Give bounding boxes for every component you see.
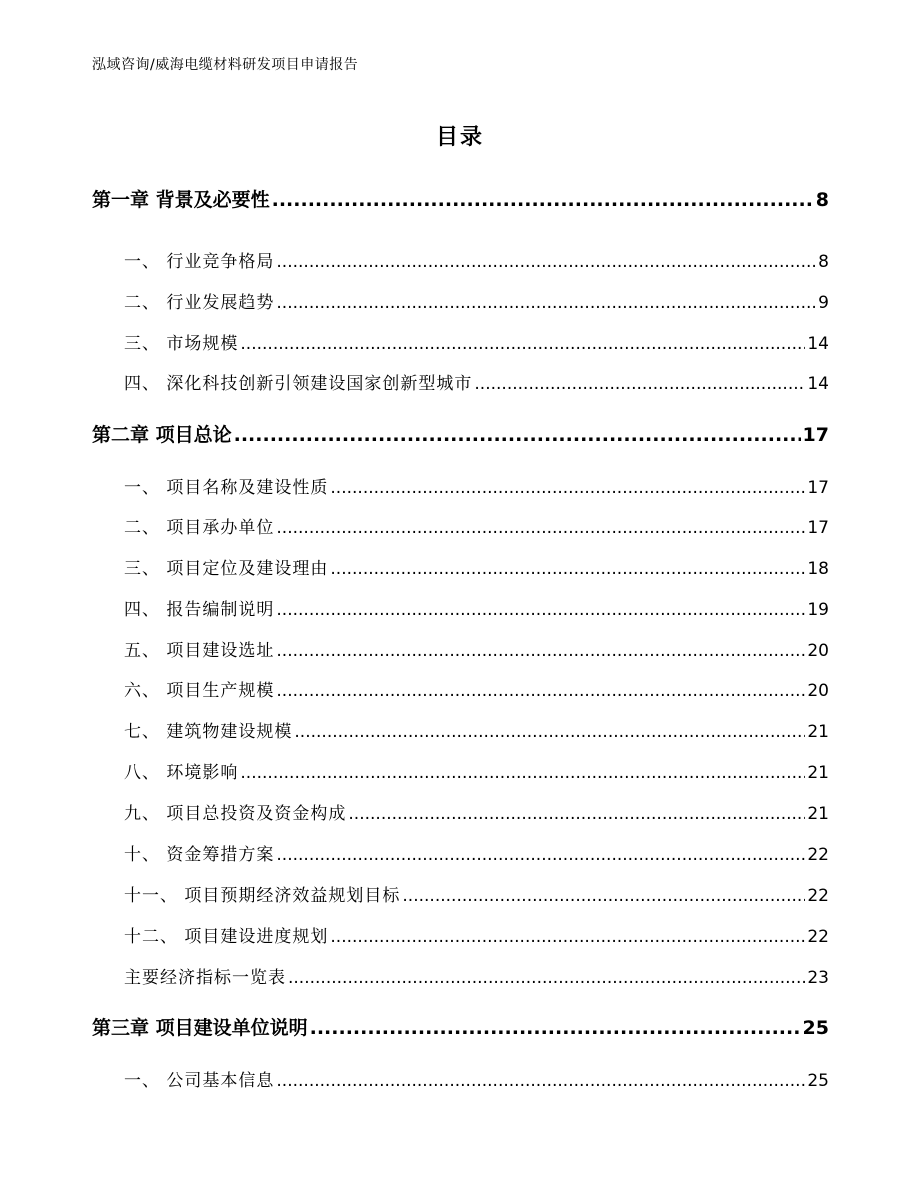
toc-section-1-4[interactable]: [124, 369, 829, 394]
toc-leader-dots: [310, 1017, 801, 1039]
toc-page-number: 17: [802, 424, 829, 446]
toc-chapter-1[interactable]: [92, 185, 829, 212]
toc-entry-label: 七、 建筑物建设规模: [124, 722, 293, 742]
toc-page-number: 21: [807, 804, 829, 824]
toc-leader-dots: [348, 804, 805, 824]
toc-section-2-9[interactable]: [124, 799, 829, 824]
toc-entry-label: 四、 报告编制说明: [124, 600, 275, 620]
toc-leader-dots: [234, 424, 801, 446]
toc-page-number: 8: [818, 252, 829, 272]
toc-page-number: 14: [807, 374, 829, 394]
toc-section-2-3[interactable]: [124, 554, 829, 579]
toc-page-number: 21: [807, 763, 829, 783]
toc-chapter-2[interactable]: [92, 420, 829, 447]
toc-leader-dots: [272, 189, 814, 211]
toc-page-number: 22: [807, 886, 829, 906]
toc-entry-label: 一、 行业竞争格局: [124, 252, 275, 272]
toc-leader-dots: [276, 1071, 805, 1091]
toc-section-2-11[interactable]: [124, 881, 829, 906]
toc-page-number: 22: [807, 927, 829, 947]
toc-page-number: 18: [807, 559, 829, 579]
toc-page-number: 8: [815, 189, 829, 211]
toc-entry-label: 一、 公司基本信息: [124, 1071, 275, 1091]
toc-page-number: 9: [818, 293, 829, 313]
toc-entry-label: 八、 环境影响: [124, 763, 239, 783]
toc-section-1-1[interactable]: [124, 247, 829, 272]
toc-leader-dots: [330, 559, 805, 579]
toc-leader-dots: [240, 334, 805, 354]
toc-entry-label: 十一、 项目预期经济效益规划目标: [124, 886, 401, 906]
toc-page-number: 25: [802, 1017, 829, 1039]
toc-entry-label: 十二、 项目建设进度规划: [124, 927, 329, 947]
toc-entry-label: 五、 项目建设选址: [124, 641, 275, 661]
toc-entry-label: 六、 项目生产规模: [124, 681, 275, 701]
toc-section-2-7[interactable]: [124, 717, 829, 742]
toc-leader-dots: [288, 968, 805, 988]
toc-leader-dots: [330, 478, 805, 498]
toc-page-number: 20: [807, 641, 829, 661]
toc-page-number: 23: [807, 968, 829, 988]
toc-section-2-4[interactable]: [124, 595, 829, 620]
toc-page-number: 22: [807, 845, 829, 865]
toc-entry-label: 九、 项目总投资及资金构成: [124, 804, 347, 824]
toc-entry-label: 一、 项目名称及建设性质: [124, 478, 329, 498]
toc-page-number: 20: [807, 681, 829, 701]
toc-section-2-1[interactable]: [124, 473, 829, 498]
toc-entry-label: 三、 项目定位及建设理由: [124, 559, 329, 579]
toc-entry-label: 二、 项目承办单位: [124, 518, 275, 538]
toc-page-number: 21: [807, 722, 829, 742]
toc-entry-label: 第一章 背景及必要性: [92, 189, 270, 211]
toc-leader-dots: [240, 763, 805, 783]
toc-entry-label: 十、 资金筹措方案: [124, 845, 275, 865]
toc-page-number: 17: [807, 478, 829, 498]
toc-section-3-1[interactable]: [124, 1066, 829, 1091]
toc-entry-label: 三、 市场规模: [124, 334, 239, 354]
toc-section-2-table[interactable]: [124, 963, 829, 988]
toc-section-2-2[interactable]: [124, 513, 829, 538]
toc-entry-label: 二、 行业发展趋势: [124, 293, 275, 313]
toc-section-2-12[interactable]: [124, 922, 829, 947]
toc-leader-dots: [276, 641, 805, 661]
toc-leader-dots: [294, 722, 805, 742]
toc-leader-dots: [276, 600, 805, 620]
toc-entry-label: 第二章 项目总论: [92, 424, 232, 446]
toc-page-number: 19: [807, 600, 829, 620]
toc-leader-dots: [330, 927, 805, 947]
toc-page-number: 25: [807, 1071, 829, 1091]
toc-section-1-3[interactable]: [124, 329, 829, 354]
toc-leader-dots: [276, 681, 805, 701]
toc-leader-dots: [276, 293, 816, 313]
toc-chapter-3[interactable]: [92, 1013, 829, 1040]
toc-section-2-5[interactable]: [124, 636, 829, 661]
toc-leader-dots: [276, 845, 805, 865]
toc-page-number: 14: [807, 334, 829, 354]
toc-entry-label: 第三章 项目建设单位说明: [92, 1017, 308, 1039]
page-header: 泓域咨询/威海电缆材料研发项目申请报告: [92, 57, 359, 73]
toc-section-2-8[interactable]: [124, 758, 829, 783]
toc-section-2-6[interactable]: [124, 676, 829, 701]
toc-section-1-2[interactable]: [124, 288, 829, 313]
toc-leader-dots: [276, 518, 805, 538]
toc-entry-label: 四、 深化科技创新引领建设国家创新型城市: [124, 374, 473, 394]
toc-leader-dots: [276, 252, 816, 272]
toc-entry-label: 主要经济指标一览表: [124, 968, 286, 988]
toc-leader-dots: [474, 374, 805, 394]
toc-page-number: 17: [807, 518, 829, 538]
toc-title: 目录: [435, 125, 484, 150]
toc-section-2-10[interactable]: [124, 840, 829, 865]
toc-leader-dots: [402, 886, 805, 906]
